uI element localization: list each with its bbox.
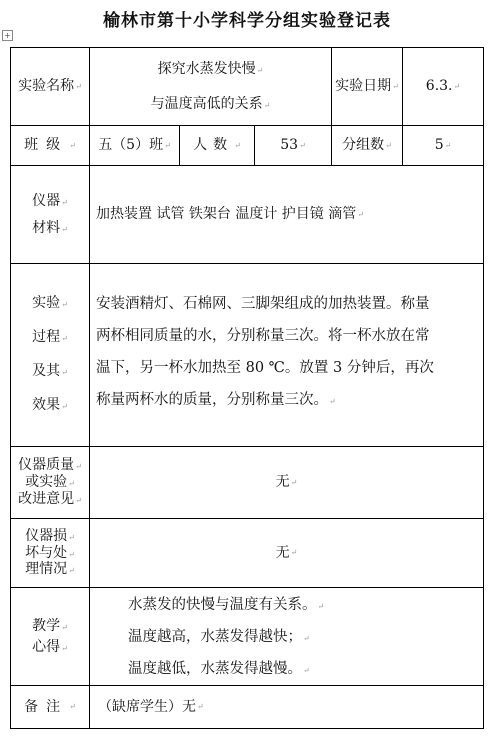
student-count-label: 人数 ↵ — [193, 137, 241, 154]
remarks-label: 备注 ↵ — [24, 698, 76, 715]
materials-label: 仪器↵ 材料↵ — [32, 192, 68, 236]
experiment-name-value[interactable]: 探究水蒸发快慢↵ 与温度高低的关系↵ — [150, 60, 271, 112]
process-line: 称量两杯水的质量，分别称量三次。↵ — [96, 392, 336, 408]
teaching-label: 教学↵ 心得↵ — [32, 617, 68, 655]
experiment-name-label: 实验名称 ↵ — [18, 78, 82, 95]
form-title: 榆林市第十小学科学分组实验登记表 — [103, 11, 391, 31]
process-line: 两杯相同质量的水，分别称量三次。将一杯水放在常 — [96, 328, 430, 344]
process-line: 温下，另一杯水加热至 80 ℃。放置 3 分钟后，再次 — [96, 360, 434, 376]
materials-value[interactable]: 加热装置 试管 铁架台 温度计 护目镜 滴管 ↵ — [96, 206, 364, 223]
table-border-right — [483, 47, 484, 729]
process-label: 实验↵ 过程↵ 及其↵ 效果↵ — [32, 295, 68, 413]
quality-label: 仪器质量↵ 或实验↵ 改进意见↵ — [18, 457, 82, 507]
table-move-handle-icon[interactable]: + — [2, 30, 13, 41]
class-value[interactable]: 五（5）班 ↵ — [98, 137, 171, 154]
teaching-line: 温度越高，水蒸发得越快；↵ — [128, 629, 310, 645]
experiment-date-label: 实验日期 ↵ — [335, 78, 399, 95]
teaching-notes[interactable] — [128, 590, 478, 686]
experiment-date-value[interactable]: 6.3. ↵ — [425, 78, 461, 95]
teaching-line: 温度越低，水蒸发得越慢。↵ — [128, 661, 310, 677]
student-count-value[interactable]: 53 ↵ — [280, 137, 306, 154]
process-line: 安装酒精灯、石棉网、三脚架组成的加热装置。称量 — [96, 296, 430, 312]
damage-label: 仪器损↵ 坏与处↵ 理情况↵ — [25, 527, 75, 578]
class-label: 班级 ↵ — [24, 137, 76, 154]
group-count-label: 分组数 ↵ — [342, 137, 392, 154]
damage-value[interactable]: 无 ↵ — [275, 544, 298, 561]
table-border-bottom — [10, 728, 484, 729]
teaching-line: 水蒸发的快慢与温度有关系。↵ — [128, 597, 325, 613]
remarks-value[interactable]: （缺席学生）无 ↵ — [98, 698, 204, 715]
quality-value[interactable]: 无 ↵ — [275, 474, 298, 491]
process-description[interactable] — [96, 288, 482, 418]
group-count-value[interactable]: 5 ↵ — [434, 137, 452, 154]
